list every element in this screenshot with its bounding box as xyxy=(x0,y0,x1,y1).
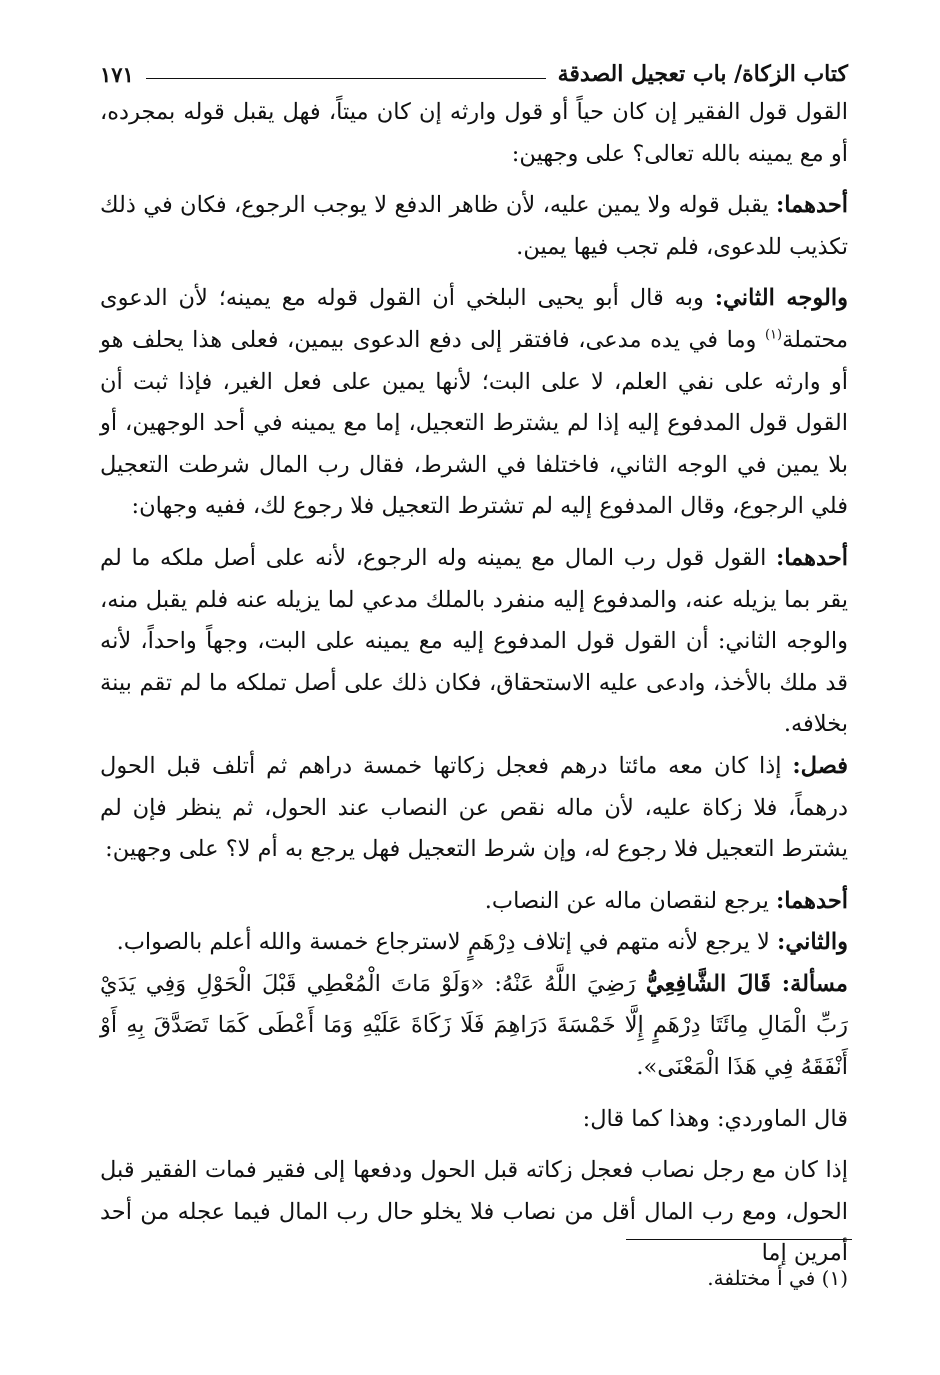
paragraph-text: إذا كان مع رجل نصاب فعجل زكاته قبل الحول ودفعها إلى فقير فمات الفقير قبل الحول، ومع رب المال أقل من نصاب فلا يخلو حال رب المال فيما عجله من أحد أمرين إما xyxy=(100,1157,848,1267)
paragraph-label: فصل: xyxy=(792,752,848,779)
paragraph-text: القول قول الفقير إن كان حياً أو قول وارثه إن كان ميتاً، فهل يقبل قوله بمجرده، أو مع يمينه بالله تعالى؟ على وجهين: xyxy=(100,99,848,167)
paragraph-text: لا يرجع لأنه متهم في إتلاف دِرْهَمٍ لاسترجاع خمسة والله أعلم بالصواب. xyxy=(116,929,778,956)
paragraph-3 xyxy=(100,278,848,528)
footnote-rule xyxy=(626,1239,852,1240)
paragraph-text: يقبل قوله ولا يمين عليه، لأن ظاهر الدفع لا يوجب الرجوع، فكان في ذلك تكذيب للدعوى، فلم تجب فيها يمين. xyxy=(100,192,848,260)
footnote-ref[interactable]: (١) xyxy=(764,327,783,343)
paragraph-label: والثاني: xyxy=(777,929,848,956)
paragraph-label: مسألة: قَالَ الشَّافِعِيُّ xyxy=(645,970,848,997)
footnote-text: في أ مختلفة. xyxy=(707,1266,816,1290)
paragraph-10 xyxy=(100,1150,848,1275)
paragraph-text: يرجع لنقصان ماله عن النصاب. xyxy=(484,887,776,914)
paragraph-5 xyxy=(100,746,848,871)
paragraph-9 xyxy=(100,1099,848,1141)
paragraph-8 xyxy=(100,964,848,1089)
paragraph-4 xyxy=(100,538,848,746)
paragraph-text: إذا كان معه مائتا درهم فعجل زكاتها خمسة دراهم ثم أتلف قبل الحول درهماً، فلا زكاة عليه، لأن ماله نقص عن النصاب عند الحول، ثم ينظر فإن لم يشترط التعجيل فلا رجوع له، وإن شرط التعجيل فهل يرجع به أم لا؟ على وجهين: xyxy=(100,752,848,863)
header-title: كتاب الزكاة/ باب تعجيل الصدقة xyxy=(557,61,848,88)
page-number: ١٧١ xyxy=(100,62,134,88)
paragraph-1 xyxy=(100,92,848,175)
header-rule xyxy=(146,78,546,79)
paragraph-text: القول قول رب المال مع يمينه وله الرجوع، لأنه على أصل ملكه ما لم يقر بما يزيله عنه، والمدفوع إليه منفرد بالملك مدعي لما يزيله عنه فلم يقبل منه، والوجه الثاني: أن القول قول المدفوع إليه مع يمينه على البت، وجهاً واحداً، لأنه قد ملك بالأخذ، وادعى عليه الاستحقاق، فكان ذلك على أصل تملكه ما لم تقم بينة بخلافه. xyxy=(100,544,848,738)
paragraph-6 xyxy=(100,881,848,923)
paragraph-2 xyxy=(100,185,848,268)
paragraph-label: والوجه الثاني: xyxy=(714,285,848,312)
paragraph-text: وبه قال أبو يحيى البلخي أن القول قوله مع يمينه؛ لأن الدعوى محتملة xyxy=(100,285,848,353)
footnote xyxy=(500,1262,848,1294)
paragraph-label: أحدهما: xyxy=(775,887,848,914)
page-body xyxy=(100,58,848,1275)
paragraph-7 xyxy=(100,922,848,964)
paragraph-text: قال الماوردي: وهذا كما قال: xyxy=(582,1105,848,1132)
paragraph-text-cont: وما في يده مدعى، فافتقر إلى دفع الدعوى بيمين، فعلى هذا يحلف هو أو وارثه على نفي العلم، لا على البت؛ لأنها يمين على فعل الغير، فإذا ثبت أن القول قول المدفوع إليه إذا لم يشترط التعجيل، إما مع يمينه في أحد الوجهين، أو بلا يمين في الوجه الثاني، فاختلفا في الشرط، فقال رب المال شرطت التعجيل فلي الرجوع، وقال المدفوع إليه لم تشترط التعجيل فلا رجوع لك، ففيه وجهان: xyxy=(100,326,848,520)
footnote-marker: (١) xyxy=(821,1266,848,1290)
paragraph-text: رَضِيَ اللَّهُ عَنْهُ: «وَلَوْ مَاتَ الْمُعْطِي قَبْلَ الْحَوْلِ وَفِي يَدَيْ رَبِّ الْمَالِ مِائَتَا دِرْهَمٍ إِلَّا خَمْسَةَ دَرَاهِمَ فَلَا زَكَاةَ عَلَيْهِ وَمَا أَعْطَى كَمَا تَصَدَّقَ بِهِ أَوْ أَنْفَقَهُ فِي هَذَا الْمَعْنَى». xyxy=(100,970,848,1081)
paragraph-label: أحدهما: xyxy=(775,192,848,219)
paragraph-label: أحدهما: xyxy=(775,544,848,571)
running-header xyxy=(100,58,848,92)
